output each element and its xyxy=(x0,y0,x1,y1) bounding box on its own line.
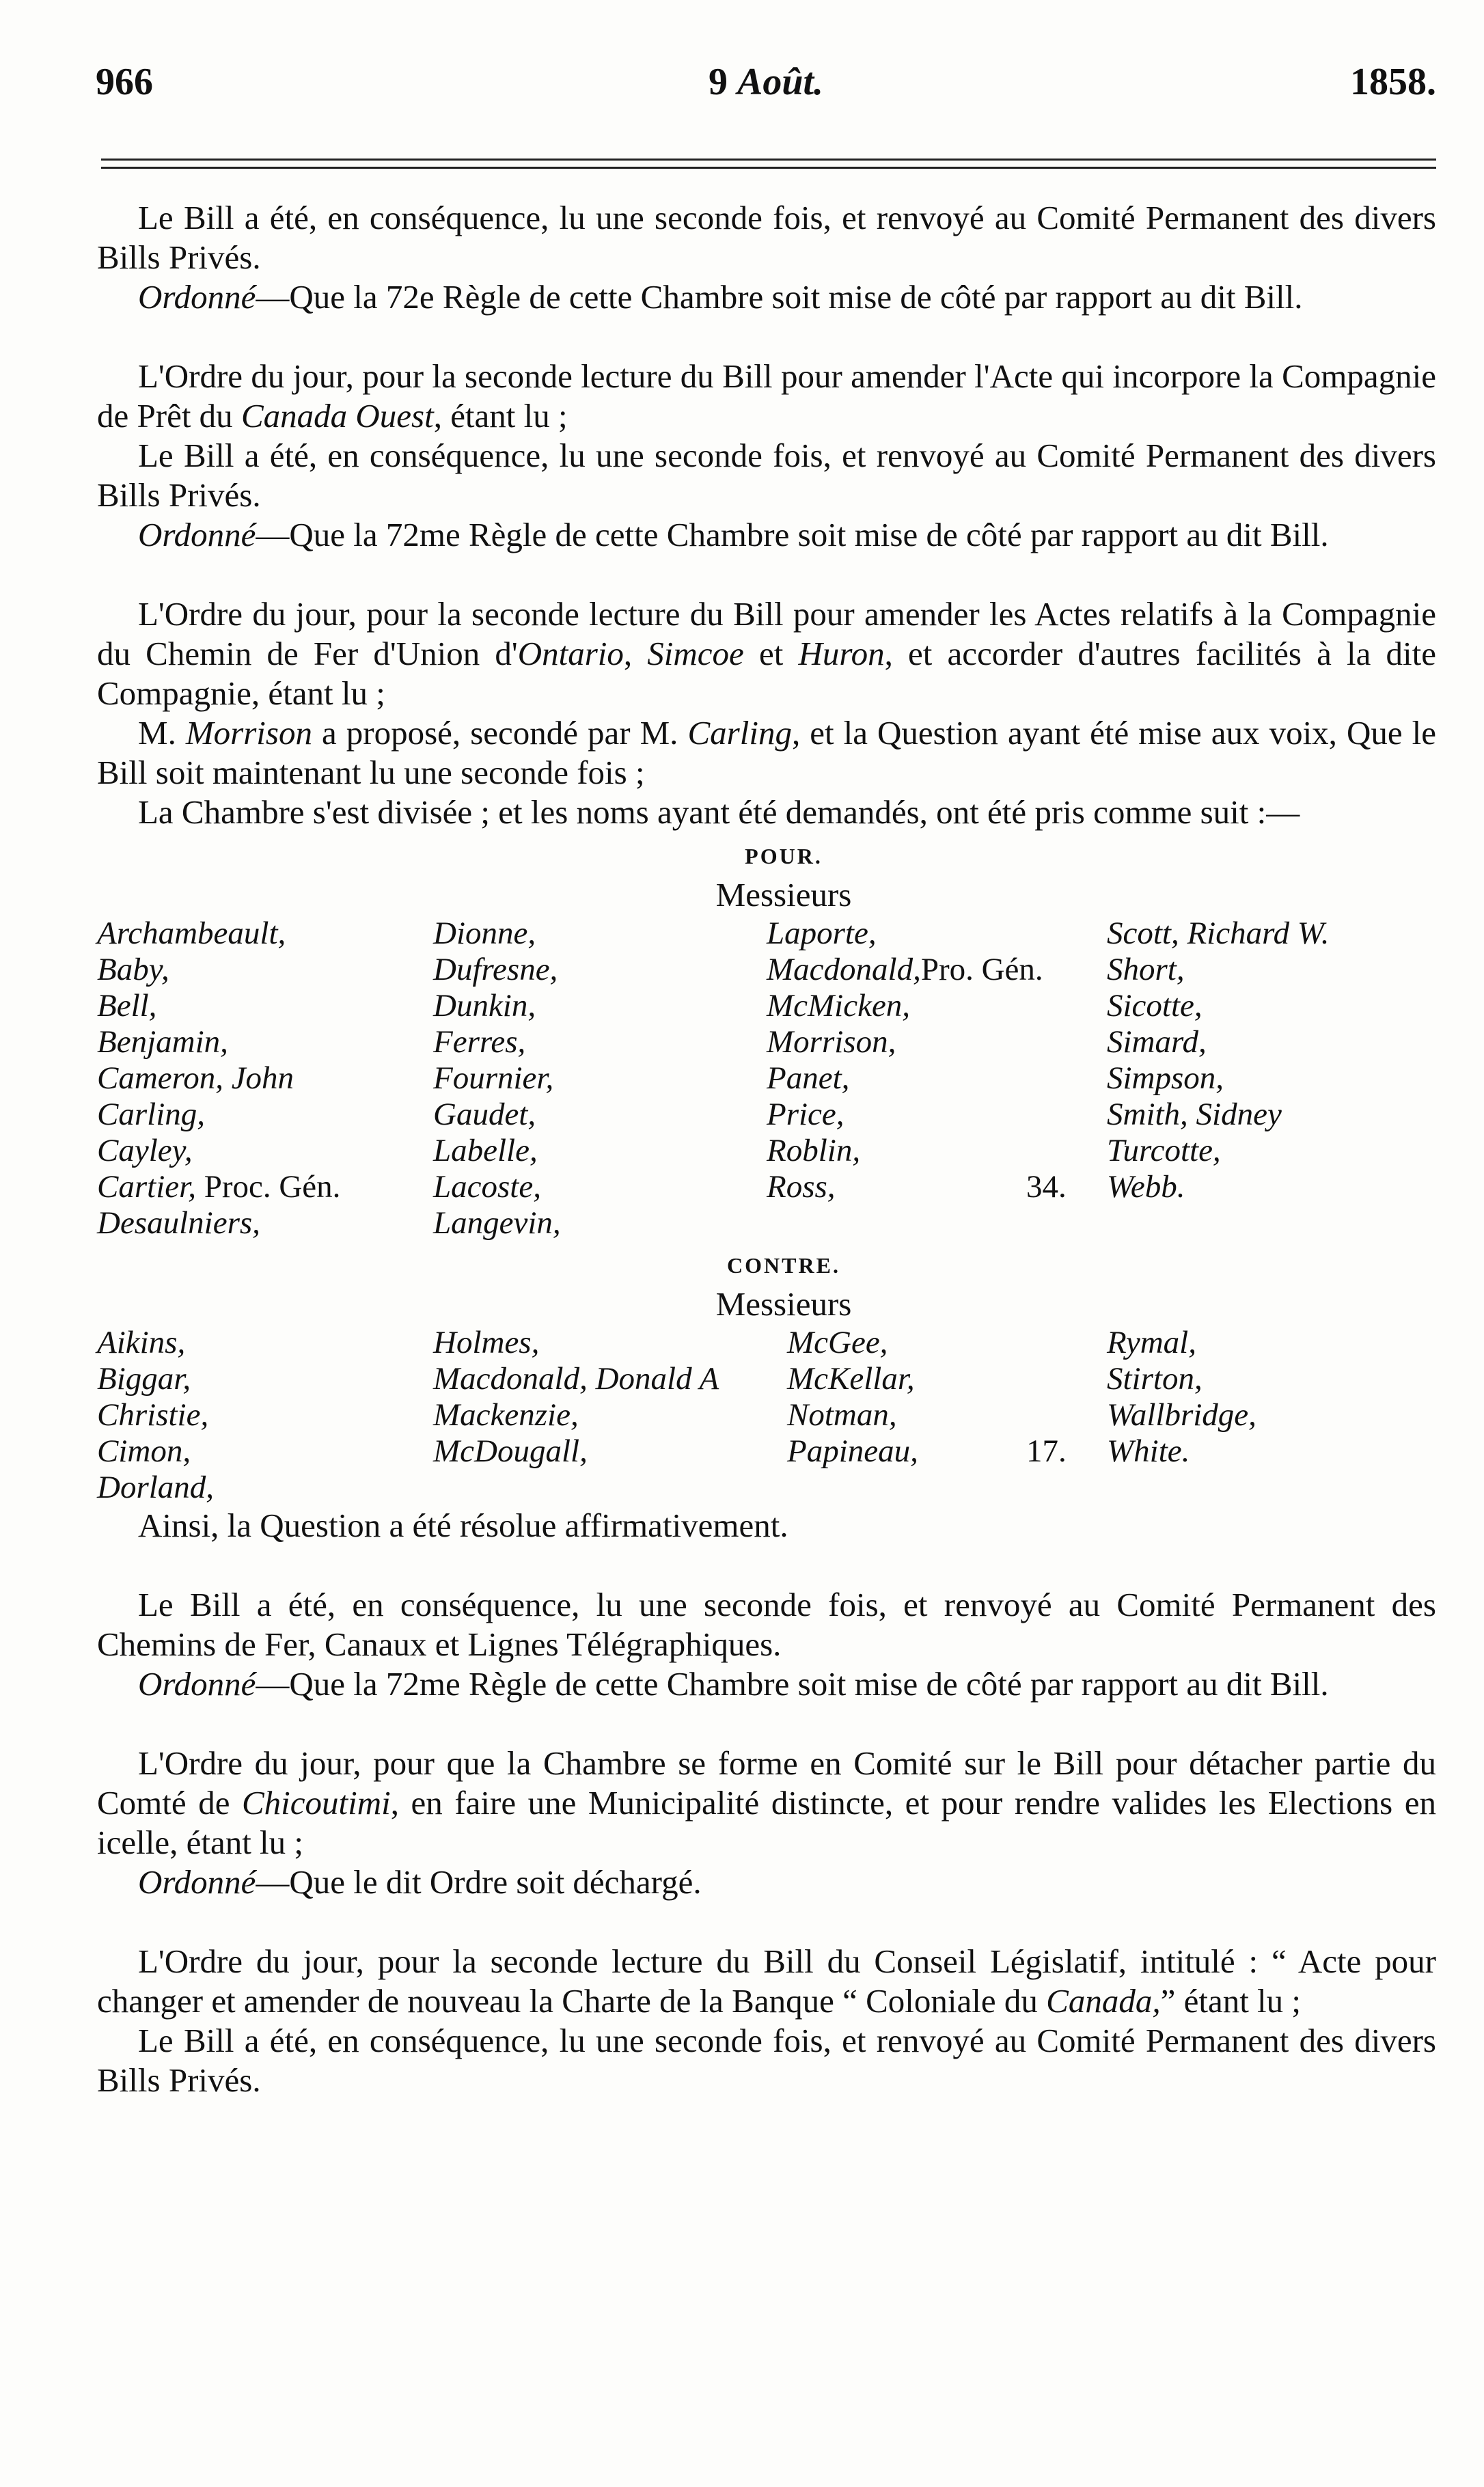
voter-name: Bell, xyxy=(97,988,157,1023)
order-label: Ordonné xyxy=(138,1863,256,1901)
paragraph-6-text xyxy=(97,1942,1436,2021)
text-span: , et accorder d'autres facilités à la dite Compagnie, étant lu ; xyxy=(97,635,1436,712)
text-span: , étant lu ; xyxy=(433,397,568,435)
page-number: 966 xyxy=(96,61,153,103)
order-label: Ordonné xyxy=(138,1665,256,1703)
date-month: Août. xyxy=(737,61,824,103)
contre-col-3 xyxy=(787,1325,918,1470)
pour-col-4 xyxy=(1107,916,1330,1205)
running-header xyxy=(96,60,1436,115)
voter-name: Sicotte, xyxy=(1107,988,1203,1023)
italic-span: Simcoe xyxy=(647,635,744,672)
italic-span: Chicoutimi xyxy=(241,1784,391,1822)
paragraph-5-text xyxy=(97,1744,1436,1863)
voter-name: Cimon, xyxy=(97,1433,191,1469)
pour-name-list xyxy=(97,916,1436,1241)
voter-name: Holmes, xyxy=(433,1325,540,1360)
voter-name: Ross, xyxy=(767,1169,836,1205)
voter-name: Dunkin, xyxy=(433,988,536,1023)
paragraph-4-order xyxy=(97,1664,1436,1704)
italic-span: Carling xyxy=(687,714,792,752)
vote-result: Ainsi, la Question a été résolue affirmativement. xyxy=(138,1507,788,1544)
voter-name: Price, xyxy=(767,1097,844,1132)
paragraph-5-order xyxy=(97,1863,1436,1902)
voter-name: Laporte, xyxy=(767,916,877,951)
voter-name: Langevin, xyxy=(433,1205,561,1241)
voter-name: Scott, Richard W. xyxy=(1107,916,1330,951)
voter-name: Mackenzie, xyxy=(433,1397,579,1433)
voter-name: McGee, xyxy=(787,1325,888,1360)
voter-name: Rymal, xyxy=(1107,1325,1196,1360)
voter-name: McKellar, xyxy=(787,1361,915,1397)
contre-name-list xyxy=(97,1325,1436,1506)
italic-span: Canada, xyxy=(1046,1982,1161,2020)
paragraph-2-order xyxy=(97,515,1436,555)
text-span: ” étant lu ; xyxy=(1160,1982,1302,2020)
pour-heading: POUR. xyxy=(745,844,823,868)
voter-name: Christie, xyxy=(97,1397,209,1433)
text-span: , xyxy=(623,635,648,672)
voter-name: Macdonald, Donald A xyxy=(433,1361,719,1397)
paragraph-1-text: Le Bill a été, en conséquence, lu une seconde fois, et renvoyé au Comité Permanent des divers Bills Privés. xyxy=(97,199,1436,276)
voter-name: McDougall, xyxy=(433,1433,588,1469)
voter-name: Dufresne, xyxy=(433,952,558,987)
voter-name: Labelle, xyxy=(433,1133,538,1168)
voter-name: Dorland, xyxy=(97,1470,215,1505)
voter-name: Smith, Sidney xyxy=(1107,1097,1282,1132)
text-span: et xyxy=(743,635,799,672)
voter-name: Simard, xyxy=(1107,1024,1207,1060)
italic-span: Ontario xyxy=(517,635,624,672)
pour-count: 34. xyxy=(1026,1169,1067,1205)
name-title: Proc. Gén. xyxy=(204,1169,341,1205)
date-day: 9 xyxy=(708,61,728,103)
voter-name: Fournier, xyxy=(433,1060,554,1096)
italic-span: Huron xyxy=(798,635,885,672)
voter-name: Stirton, xyxy=(1107,1361,1203,1397)
voter-name: Cayley, xyxy=(97,1133,193,1168)
journal-body xyxy=(97,198,1436,2100)
text-span: , en faire une Municipalité distincte, et pour rendre valides les Elections en icelle, étant lu ; xyxy=(97,1784,1436,1861)
paragraph-2-result: Le Bill a été, en conséquence, lu une seconde fois, et renvoyé au Comité Permanent des divers Bills Privés. xyxy=(97,437,1436,514)
voter-name: Archambeault, xyxy=(97,916,286,951)
order-text: —Que la 72me Règle de cette Chambre soit mise de côté par rapport au dit Bill. xyxy=(256,516,1329,553)
text-span: L'Ordre du jour, pour la seconde lecture du Bill pour amender les Actes relatifs à la Compagnie du Chemin de Fer d'Union d' xyxy=(97,595,1436,672)
pour-col-3 xyxy=(767,916,1043,1205)
paragraph-2-text xyxy=(97,357,1436,436)
header-year: 1858. xyxy=(1350,61,1436,103)
italic-span: Morrison xyxy=(185,714,312,752)
voter-name: Aikins, xyxy=(97,1325,186,1360)
name-title: Pro. Gén. xyxy=(920,952,1043,987)
contre-col-4 xyxy=(1107,1325,1256,1470)
paragraph-6-result: Le Bill a été, en conséquence, lu une seconde fois, et renvoyé au Comité Permanent des divers Bills Privés. xyxy=(97,2022,1436,2099)
voter-name: White. xyxy=(1107,1433,1190,1469)
paragraph-3-division: La Chambre s'est divisée ; et les noms ayant été demandés, ont été pris comme suit :— xyxy=(138,793,1300,831)
voter-name: Carling, xyxy=(97,1097,206,1132)
name-part: Cartier, xyxy=(97,1169,196,1205)
voter-name: Short, xyxy=(1107,952,1185,987)
voter-name: Biggar, xyxy=(97,1361,191,1397)
voter-name: Desaulniers, xyxy=(97,1205,260,1241)
order-text: —Que le dit Ordre soit déchargé. xyxy=(256,1863,702,1901)
voter-name xyxy=(97,1169,340,1205)
voter-name: Papineau, xyxy=(787,1433,918,1469)
contre-count: 17. xyxy=(1026,1433,1067,1469)
text-span: M. xyxy=(138,714,186,752)
paragraph-1-order xyxy=(97,277,1436,317)
voter-name: Lacoste, xyxy=(433,1169,541,1205)
text-span: , et la Question ayant été mise aux voix, Que le Bill soit maintenant lu une seconde fois ; xyxy=(97,714,1436,791)
voter-name: Benjamin, xyxy=(97,1024,228,1060)
voter-name: Morrison, xyxy=(767,1024,896,1060)
paragraph-3-motion xyxy=(97,713,1436,793)
text-span: a proposé, secondé par M. xyxy=(312,714,688,752)
text-span: L'Ordre du jour, pour la seconde lecture du Bill pour amender l'Acte qui incorpore la Compagnie de Prêt du xyxy=(97,357,1436,435)
header-date xyxy=(96,60,1436,104)
italic-span: Canada Ouest xyxy=(241,397,434,435)
voter-name: Wallbridge, xyxy=(1107,1397,1256,1433)
voter-name: Turcotte, xyxy=(1107,1133,1221,1168)
pour-messieurs: Messieurs xyxy=(715,876,852,913)
text-span: L'Ordre du jour, pour la seconde lecture du Bill du Conseil Législatif, intitulé : “ Acte pour changer et amender de nouveau la Charte de la Banque “ Coloniale du xyxy=(97,1942,1436,2020)
voter-name: Roblin, xyxy=(767,1133,861,1168)
voter-name: Cameron, John xyxy=(97,1060,294,1096)
contre-heading: CONTRE. xyxy=(727,1253,840,1278)
voter-name: McMicken, xyxy=(767,988,911,1023)
voter-name xyxy=(767,952,1043,988)
order-text: —Que la 72e Règle de cette Chambre soit mise de côté par rapport au dit Bill. xyxy=(256,278,1303,316)
voter-name: Ferres, xyxy=(433,1024,526,1060)
voter-name: Webb. xyxy=(1107,1169,1185,1205)
order-label: Ordonné xyxy=(138,516,256,553)
pour-col-2 xyxy=(433,916,561,1241)
pour-col-1 xyxy=(97,916,340,1241)
header-rule-top xyxy=(101,159,1436,161)
voter-name: Baby, xyxy=(97,952,169,987)
header-rule-bottom xyxy=(101,167,1436,169)
voter-name: Gaudet, xyxy=(433,1097,536,1132)
contre-col-1 xyxy=(97,1325,214,1506)
paragraph-4-text: Le Bill a été, en conséquence, lu une seconde fois, et renvoyé au Comité Permanent des Chemins de Fer, Canaux et Lignes Télégraphiques. xyxy=(97,1586,1436,1663)
name-part: Macdonald, xyxy=(767,952,921,987)
voter-name: Dionne, xyxy=(433,916,536,951)
paragraph-3-text xyxy=(97,594,1436,713)
order-text: —Que la 72me Règle de cette Chambre soit mise de côté par rapport au dit Bill. xyxy=(256,1665,1329,1703)
voter-name: Simpson, xyxy=(1107,1060,1224,1096)
contre-messieurs: Messieurs xyxy=(715,1285,852,1323)
voter-name: Notman, xyxy=(787,1397,897,1433)
contre-col-2 xyxy=(433,1325,719,1470)
text-span: L'Ordre du jour, pour que la Chambre se forme en Comité sur le Bill pour détacher partie du Comté de xyxy=(97,1744,1436,1822)
order-label: Ordonné xyxy=(138,278,256,316)
voter-name: Panet, xyxy=(767,1060,850,1096)
